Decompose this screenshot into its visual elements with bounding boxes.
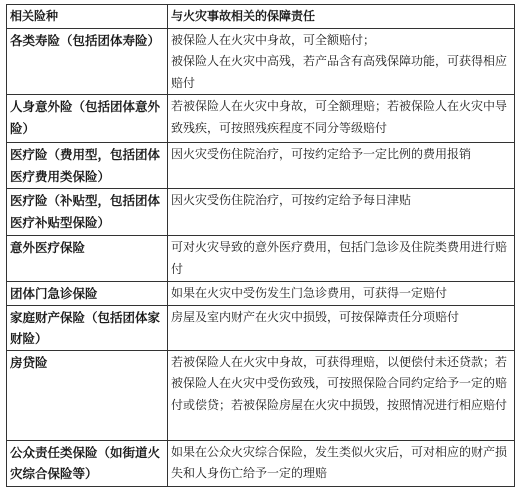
table-row bbox=[7, 189, 515, 236]
insurance-type-cell: 各类寿险（包括团体寿险） bbox=[7, 28, 168, 95]
insurance-type-cell: 医疗险（补贴型，包括团体医疗补贴型保险） bbox=[7, 189, 168, 236]
table-header-row bbox=[7, 5, 515, 29]
coverage-text: 被保险人在火灾中身故，可全额赔付； bbox=[171, 32, 376, 47]
table-row bbox=[7, 143, 515, 189]
coverage-cell: 如果在公众火灾综合保险，发生类似火灾后，可对相应的财产损失和人身伤亡给予一定的理赔 bbox=[168, 440, 515, 486]
insurance-type-cell: 房贷险 bbox=[7, 350, 168, 440]
insurance-type-cell: 家庭财产保险（包括团体家财险） bbox=[7, 305, 168, 350]
table-row bbox=[7, 95, 515, 143]
table-row bbox=[7, 305, 515, 350]
coverage-cell: 房屋及室内财产在火灾中损毁，可按保障责任分项赔付 bbox=[168, 305, 515, 350]
insurance-type-cell: 医疗险（费用型，包括团体医疗费用类保险） bbox=[7, 143, 168, 189]
header-fire-coverage: 与火灾事故相关的保障责任 bbox=[168, 5, 515, 29]
coverage-text: 被保险人在火灾中高残，若产品含有高残保障功能，可获得相应赔付 bbox=[171, 54, 508, 90]
coverage-cell: 若被保险人在火灾中身故，可全额理赔；若被保险人在火灾中导致残疾，可按照残疾程度不同分等级赔付 bbox=[168, 95, 515, 143]
coverage-cell: 因火灾受伤住院治疗，可按约定给予一定比例的费用报销 bbox=[168, 143, 515, 189]
coverage-cell: 如果在火灾中受伤发生门急诊费用，可获得一定赔付 bbox=[168, 282, 515, 306]
table-row bbox=[7, 236, 515, 282]
table-row bbox=[7, 28, 515, 95]
header-insurance-type: 相关险种 bbox=[7, 5, 168, 29]
table-row bbox=[7, 440, 515, 486]
insurance-fire-coverage-table bbox=[6, 4, 515, 487]
insurance-type-cell: 团体门急诊保险 bbox=[7, 282, 168, 306]
insurance-type-cell: 意外医疗保险 bbox=[7, 236, 168, 282]
insurance-type-cell: 人身意外险（包括团体意外险） bbox=[7, 95, 168, 143]
coverage-cell: 可对火灾导致的意外医疗费用，包括门急诊及住院类费用进行赔付 bbox=[168, 236, 515, 282]
insurance-type-cell: 公众责任类保险（如街道火灾综合保险等） bbox=[7, 440, 168, 486]
coverage-cell bbox=[168, 28, 515, 95]
coverage-cell: 因火灾受伤住院治疗，可按约定给予每日津贴 bbox=[168, 189, 515, 236]
table-row bbox=[7, 282, 515, 306]
table-row bbox=[7, 350, 515, 440]
coverage-cell: 若被保险人在火灾中身故，可获得理赔，以便偿付未还贷款；若被保险人在火灾中受伤致残，可按照保险合同约定给予一定的赔付或偿贷；若被保险房屋在火灾中损毁，按照情况进行相应赔付 bbox=[168, 350, 515, 440]
